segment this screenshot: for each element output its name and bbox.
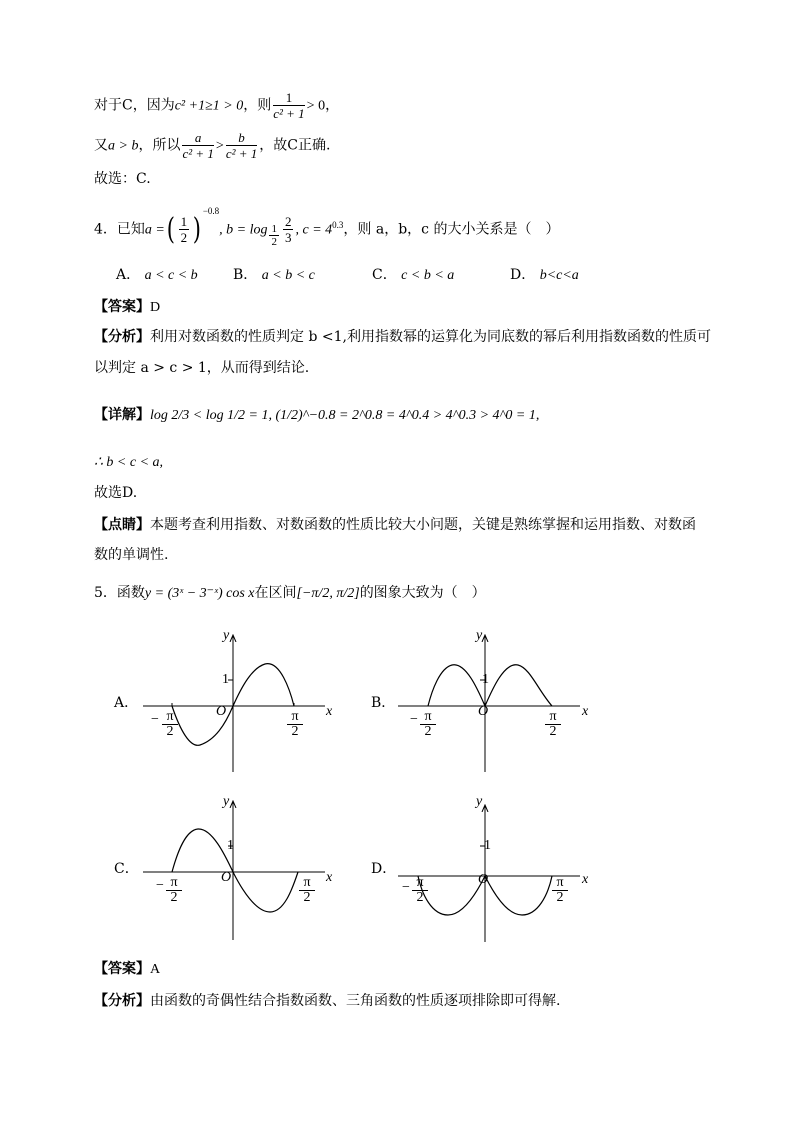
option-d: D． b<c<a xyxy=(510,267,579,283)
graph-b-neg-pi-half: π 2 xyxy=(420,710,436,739)
graph-d-neg-pi-half: π 2 xyxy=(412,876,428,905)
curve-b xyxy=(428,665,552,706)
graph-a-label: A． xyxy=(114,695,139,711)
fraction-b: $\frac{b}{\text{c² + 1}}$ xyxy=(225,130,258,161)
q4-detail: 【详解】log 2/3 < log 1/2 = 1, (1/2)^−0.8 = 2^0.8 = 4^0.4 > 4^0.3 > 4^0 = 1, xyxy=(94,407,540,423)
option-a: A． a < c < b xyxy=(116,267,198,283)
graph-a xyxy=(143,636,325,772)
q4-analysis-line2: 以判定 a > c > 1，从而得到结论. xyxy=(94,360,310,376)
graph-b-pi-half: π 2 xyxy=(545,710,561,739)
graph-c-neg-pi-half: π 2 xyxy=(166,876,182,905)
graph-b-neg: − xyxy=(410,712,418,727)
select-c: 故选：C. xyxy=(94,171,151,187)
graph-b-origin: O xyxy=(478,704,489,719)
q4-comment-line1: 【点睛】本题考查利用指数、对数函数的性质比较大小问题，关键是熟练掌握和运用指数、对数函 xyxy=(94,517,696,533)
q4-answer: 【答案】D xyxy=(94,299,161,315)
graph-d xyxy=(398,806,580,942)
graph-c-origin: O xyxy=(221,870,232,885)
graph-d-x-label: x xyxy=(582,872,589,887)
graph-b-label: B． xyxy=(371,695,396,711)
graph-a-x-label: x xyxy=(326,704,333,719)
graph-d-label: D． xyxy=(371,861,397,877)
curve-c xyxy=(172,829,298,912)
question-5-stem: 5．函数y = (3ˣ − 3⁻ˣ) cos x在区间[−π/2, π/2]的图象大致为（ ） xyxy=(94,585,486,601)
q5-analysis: 【分析】由函数的奇偶性结合指数函数、三角函数的性质逐项排除即可得解. xyxy=(94,993,561,1009)
graph-d-pi-half: π 2 xyxy=(552,876,568,905)
graph-b xyxy=(398,636,580,772)
graph-b-tick-1: 1 xyxy=(482,672,489,687)
graph-b-x-label: x xyxy=(582,704,589,719)
graph-c xyxy=(143,802,325,940)
graph-c-x-label: x xyxy=(326,870,333,885)
detail-expression: log 2/3 < log 1/2 = 1, (1/2)^−0.8 = 2^0.8 = 4^0.4 > 4^0.3 > 4^0 = 1, xyxy=(150,408,540,423)
option-c: C． c < b < a xyxy=(372,267,455,283)
graph-d-neg: − xyxy=(402,880,410,895)
fraction: $\frac{1}{\text{c² + 1}}$ xyxy=(273,90,305,121)
graph-c-tick-1: 1 xyxy=(227,838,234,853)
inequality: c² +1≥1 > 0 xyxy=(174,98,244,114)
graph-a-tick-1: 1 xyxy=(222,672,229,687)
q5-answer: 【答案】A xyxy=(94,961,161,977)
option-b: B． a < b < c xyxy=(233,267,315,283)
graph-c-pi-half: π 2 xyxy=(299,876,315,905)
line-option-c-conclusion: 又a > b，所以 $\frac{a}{\text{c² + 1}}$ > $\frac{b}{\text{c² + 1}}$ ，故C正确. xyxy=(94,130,331,161)
q4-select: 故选D. xyxy=(94,485,138,501)
graph-c-label: C． xyxy=(114,861,139,877)
q4-analysis-line1: 【分析】利用对数函数的性质判定 b <1,利用指数幂的运算化为同底数的幂后利用指数函数的性质可 xyxy=(94,329,711,345)
graph-a-pi-half: π 2 xyxy=(287,710,303,739)
question-4-stem: 4．已知a =( $\frac{1}{2}$ )$^{-0.8}$, b = log $_{\frac{1}{2}}$ $\frac{2}{3}$ , $c = 4^{0.3}$，则 a，b，c 的大小关系是（ ） xyxy=(94,205,560,248)
q4-conclusion: ∴ b < c < a, xyxy=(94,455,164,470)
graph-a-y-label: y xyxy=(223,628,230,643)
graph-d-y-label: y xyxy=(476,794,483,809)
graph-a-neg: − xyxy=(151,712,159,727)
graph-d-origin: O xyxy=(478,872,489,887)
graph-a-origin: O xyxy=(216,704,227,719)
graph-d-tick-1: 1 xyxy=(484,838,491,853)
graph-b-y-label: y xyxy=(476,628,483,643)
fraction-a: $\frac{a}{\text{c² + 1}}$ xyxy=(182,130,214,161)
graph-a-neg-pi-half: π 2 xyxy=(162,710,178,739)
line-option-c-reason: 对于C，因为c² +1≥1 > 0，则 $\frac{1}{\text{c² + 1}}$ > 0， xyxy=(94,90,340,121)
graph-c-y-label: y xyxy=(223,794,230,809)
q4-comment-line2: 数的单调性. xyxy=(94,547,169,563)
graph-c-neg: − xyxy=(156,878,164,893)
